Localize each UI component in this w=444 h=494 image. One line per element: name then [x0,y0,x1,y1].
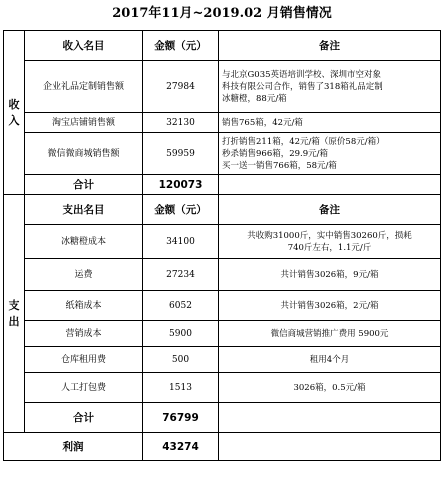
expense-total-value: 76799 [143,403,219,433]
income-row [4,61,441,113]
income-note: 销售765箱，42元/箱 [219,113,441,133]
income-name: 微信微商城销售额 [25,133,143,175]
profit-row [4,433,441,461]
income-section-label: 收 入 [4,31,25,195]
expense-row [4,225,441,259]
income-name-header: 收入名目 [25,31,143,61]
income-total-value: 120073 [143,175,219,195]
income-amount-header: 金额（元） [143,31,219,61]
expense-total-row [4,403,441,433]
expense-name: 仓库租用费 [25,347,143,373]
expense-name-header: 支出名目 [25,195,143,225]
expense-amount: 6052 [143,291,219,321]
expense-name: 运费 [25,259,143,291]
profit-note [219,433,441,461]
expense-row [4,373,441,403]
expense-name: 人工打包费 [25,373,143,403]
income-amount: 32130 [143,113,219,133]
expense-note: 共计销售3026箱，9元/箱 [219,259,441,291]
income-note-header: 备注 [219,31,441,61]
income-total-note [219,175,441,195]
income-row [4,133,441,175]
expense-note: 共收购31000斤，实中销售30260斤，损耗 740斤左右，1.1元/斤 [219,225,441,259]
expense-note: 3026箱，0.5元/箱 [219,373,441,403]
expense-row [4,347,441,373]
expense-row [4,259,441,291]
income-amount: 59959 [143,133,219,175]
expense-row [4,291,441,321]
expense-name: 营销成本 [25,321,143,347]
income-total-label: 合计 [25,175,143,195]
income-note: 与北京G035英语培训学校、深圳市空对象 科技有限公司合作，销售了318箱礼品定制 冰糖橙，88元/箱 [219,61,441,113]
expense-total-note [219,403,441,433]
expense-note: 共计销售3026箱，2元/箱 [219,291,441,321]
sales-table [3,30,441,461]
expense-amount: 500 [143,347,219,373]
expense-amount: 27234 [143,259,219,291]
expense-amount: 1513 [143,373,219,403]
expense-amount: 34100 [143,225,219,259]
profit-value: 43274 [143,433,219,461]
income-note: 打折销售211箱，42元/箱（原价58元/箱） 秒杀销售966箱，29.9元/箱 买一送一销售766箱，58元/箱 [219,133,441,175]
expense-name: 冰糖橙成本 [25,225,143,259]
income-name: 企业礼品定制销售额 [25,61,143,113]
expense-note: 租用4个月 [219,347,441,373]
income-name: 淘宝店铺销售额 [25,113,143,133]
expense-name: 纸箱成本 [25,291,143,321]
expense-row [4,321,441,347]
expense-note: 微信商城营销推广费用 5900元 [219,321,441,347]
income-amount: 27984 [143,61,219,113]
expense-section-label: 支 出 [4,195,25,433]
expense-total-label: 合计 [25,403,143,433]
income-header-row [4,31,441,61]
page-title: 2017年11月~2019.02 月销售情况 [112,6,332,21]
expense-header-row [4,195,441,225]
expense-note-header: 备注 [219,195,441,225]
profit-label: 利润 [4,433,143,461]
expense-amount-header: 金额（元） [143,195,219,225]
expense-amount: 5900 [143,321,219,347]
income-total-row [4,175,441,195]
income-row [4,113,441,133]
